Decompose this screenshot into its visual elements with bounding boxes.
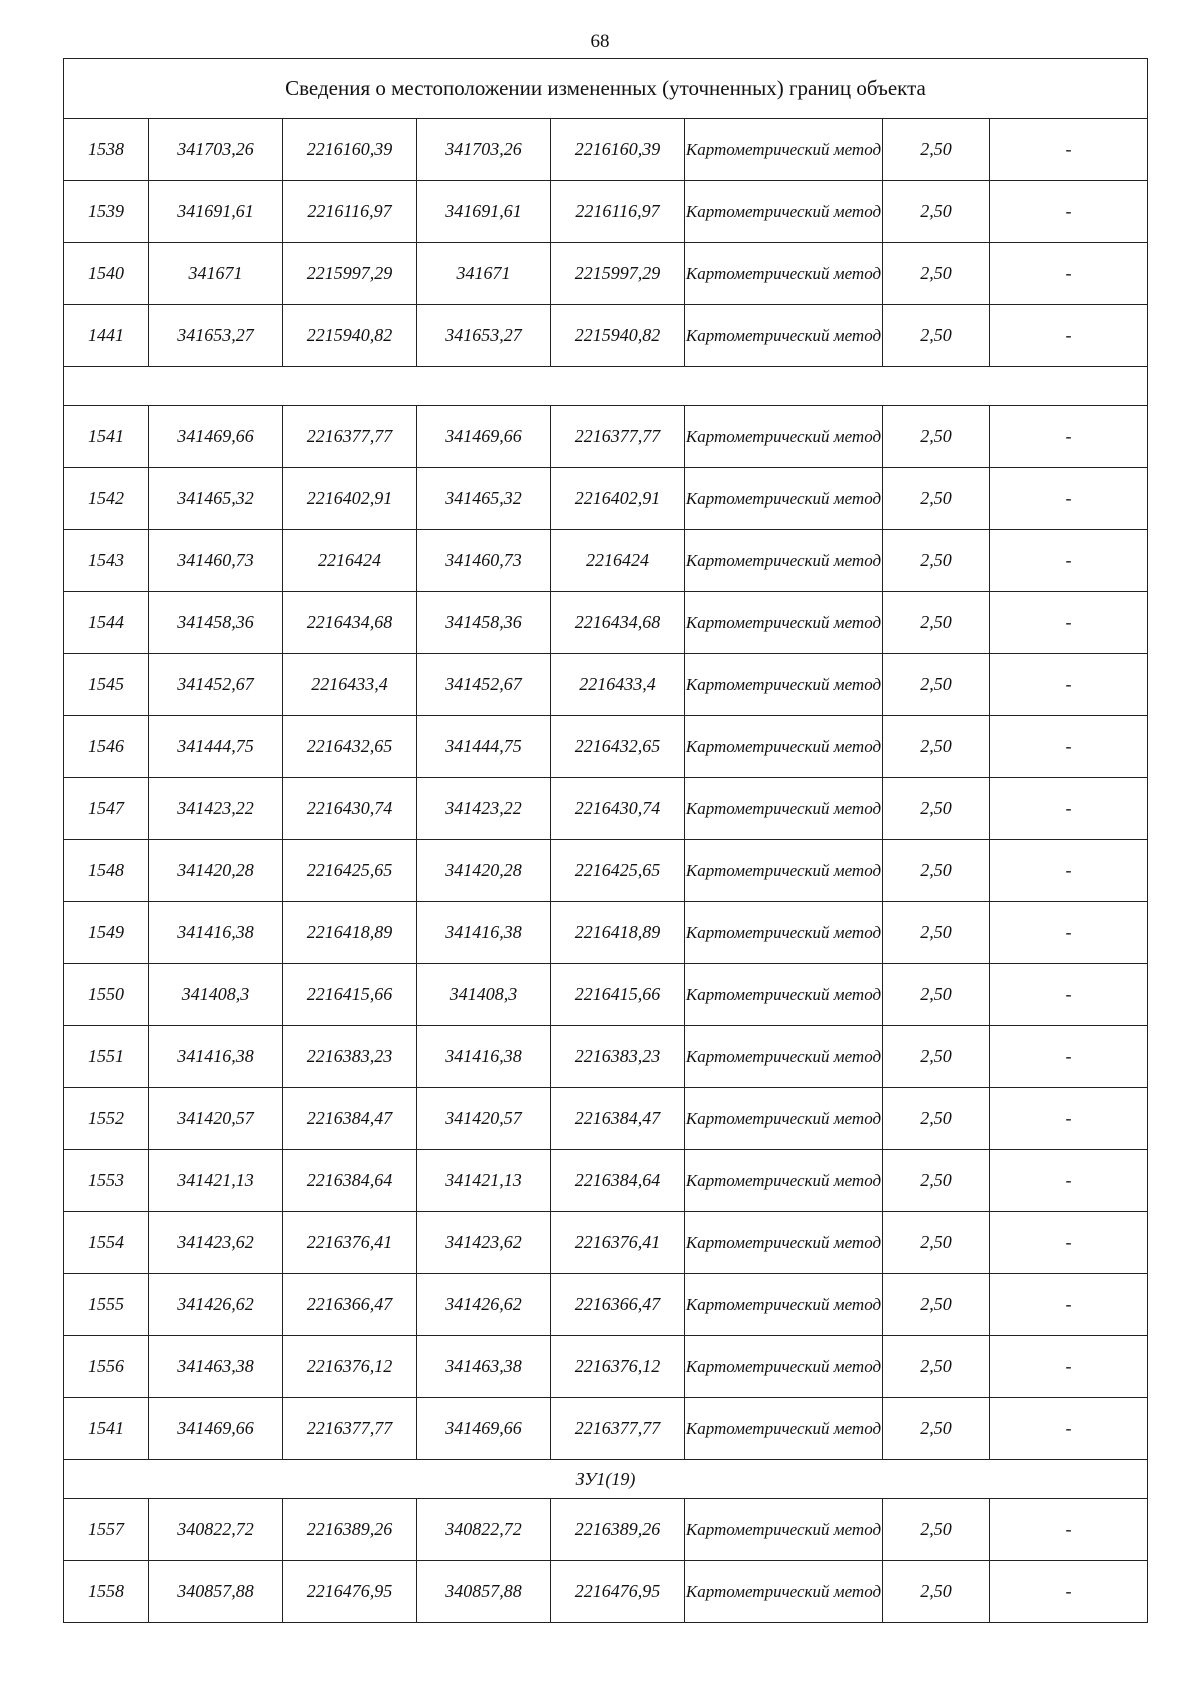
note-cell: - [990,716,1148,778]
table-title: Сведения о местоположении измененных (уточненных) границ объекта [64,59,1148,119]
accuracy-cell: 2,50 [883,1499,990,1561]
new-y-cell: 2216384,47 [551,1088,685,1150]
table-row [64,1026,1148,1088]
new-x-cell: 341458,36 [417,592,551,654]
existing-x-cell: 340857,88 [149,1561,283,1623]
existing-x-cell: 341703,26 [149,119,283,181]
point-number-cell: 1542 [64,468,149,530]
new-x-cell: 341703,26 [417,119,551,181]
new-y-cell: 2216402,91 [551,468,685,530]
existing-x-cell: 341469,66 [149,1398,283,1460]
new-x-cell: 341671 [417,243,551,305]
existing-y-cell: 2216424 [283,530,417,592]
new-x-cell: 341653,27 [417,305,551,367]
existing-x-cell: 341671 [149,243,283,305]
new-y-cell: 2216434,68 [551,592,685,654]
method-cell: Картометрический метод [685,778,883,840]
existing-y-cell: 2216384,47 [283,1088,417,1150]
note-cell: - [990,119,1148,181]
new-y-cell: 2216376,41 [551,1212,685,1274]
existing-y-cell: 2216376,12 [283,1336,417,1398]
existing-y-cell: 2216160,39 [283,119,417,181]
existing-y-cell: 2216366,47 [283,1274,417,1336]
existing-y-cell: 2216415,66 [283,964,417,1026]
note-cell: - [990,406,1148,468]
point-number-cell: 1554 [64,1212,149,1274]
accuracy-cell: 2,50 [883,181,990,243]
note-cell: - [990,1150,1148,1212]
existing-y-cell: 2215940,82 [283,305,417,367]
existing-x-cell: 341444,75 [149,716,283,778]
existing-y-cell: 2216389,26 [283,1499,417,1561]
new-x-cell: 341421,13 [417,1150,551,1212]
point-number-cell: 1541 [64,406,149,468]
table-row [64,840,1148,902]
table-row [64,119,1148,181]
new-y-cell: 2216376,12 [551,1336,685,1398]
existing-y-cell: 2216433,4 [283,654,417,716]
accuracy-cell: 2,50 [883,840,990,902]
point-number-cell: 1546 [64,716,149,778]
accuracy-cell: 2,50 [883,119,990,181]
point-number-cell: 1545 [64,654,149,716]
accuracy-cell: 2,50 [883,1212,990,1274]
method-cell: Картометрический метод [685,902,883,964]
table-body [64,59,1148,1623]
accuracy-cell: 2,50 [883,530,990,592]
existing-y-cell: 2216432,65 [283,716,417,778]
method-cell: Картометрический метод [685,654,883,716]
accuracy-cell: 2,50 [883,305,990,367]
existing-x-cell: 341452,67 [149,654,283,716]
point-number-cell: 1543 [64,530,149,592]
accuracy-cell: 2,50 [883,1398,990,1460]
table-row [64,406,1148,468]
existing-y-cell: 2216418,89 [283,902,417,964]
accuracy-cell: 2,50 [883,964,990,1026]
method-cell: Картометрический метод [685,1336,883,1398]
accuracy-cell: 2,50 [883,1088,990,1150]
accuracy-cell: 2,50 [883,1561,990,1623]
new-x-cell: 340857,88 [417,1561,551,1623]
new-x-cell: 341469,66 [417,406,551,468]
point-number-cell: 1558 [64,1561,149,1623]
existing-y-cell: 2216430,74 [283,778,417,840]
table-row [64,1088,1148,1150]
note-cell: - [990,1336,1148,1398]
method-cell: Картометрический метод [685,530,883,592]
existing-x-cell: 341460,73 [149,530,283,592]
new-x-cell: 341460,73 [417,530,551,592]
method-cell: Картометрический метод [685,1212,883,1274]
new-x-cell: 341691,61 [417,181,551,243]
table-row [64,1212,1148,1274]
method-cell: Картометрический метод [685,305,883,367]
boundary-coordinates-table [63,58,1148,1623]
table-row [64,243,1148,305]
accuracy-cell: 2,50 [883,1336,990,1398]
accuracy-cell: 2,50 [883,592,990,654]
existing-y-cell: 2216383,23 [283,1026,417,1088]
accuracy-cell: 2,50 [883,406,990,468]
new-y-cell: 2216418,89 [551,902,685,964]
table-row [64,1336,1148,1398]
point-number-cell: 1557 [64,1499,149,1561]
section-label [64,367,1148,406]
accuracy-cell: 2,50 [883,778,990,840]
note-cell: - [990,530,1148,592]
table-row [64,654,1148,716]
existing-x-cell: 340822,72 [149,1499,283,1561]
existing-y-cell: 2216402,91 [283,468,417,530]
new-y-cell: 2216389,26 [551,1499,685,1561]
method-cell: Картометрический метод [685,406,883,468]
accuracy-cell: 2,50 [883,1026,990,1088]
point-number-cell: 1441 [64,305,149,367]
note-cell: - [990,1499,1148,1561]
table-title-row [64,59,1148,119]
existing-x-cell: 341691,61 [149,181,283,243]
existing-x-cell: 341465,32 [149,468,283,530]
point-number-cell: 1539 [64,181,149,243]
table-row [64,1150,1148,1212]
existing-x-cell: 341408,3 [149,964,283,1026]
method-cell: Картометрический метод [685,1088,883,1150]
existing-y-cell: 2216384,64 [283,1150,417,1212]
section-label-row [64,1460,1148,1499]
accuracy-cell: 2,50 [883,902,990,964]
note-cell: - [990,305,1148,367]
new-x-cell: 341444,75 [417,716,551,778]
table-row [64,1398,1148,1460]
point-number-cell: 1540 [64,243,149,305]
existing-y-cell: 2216434,68 [283,592,417,654]
point-number-cell: 1552 [64,1088,149,1150]
method-cell: Картометрический метод [685,468,883,530]
existing-x-cell: 341416,38 [149,1026,283,1088]
note-cell: - [990,468,1148,530]
note-cell: - [990,1212,1148,1274]
section-label-row [64,367,1148,406]
page-number: 68 [590,31,610,52]
new-y-cell: 2215940,82 [551,305,685,367]
point-number-cell: 1544 [64,592,149,654]
existing-x-cell: 341458,36 [149,592,283,654]
method-cell: Картометрический метод [685,964,883,1026]
new-y-cell: 2215997,29 [551,243,685,305]
existing-y-cell: 2215997,29 [283,243,417,305]
method-cell: Картометрический метод [685,181,883,243]
new-x-cell: 341416,38 [417,1026,551,1088]
method-cell: Картометрический метод [685,1274,883,1336]
existing-x-cell: 341421,13 [149,1150,283,1212]
point-number-cell: 1547 [64,778,149,840]
existing-y-cell: 2216116,97 [283,181,417,243]
table-row [64,778,1148,840]
existing-y-cell: 2216476,95 [283,1561,417,1623]
accuracy-cell: 2,50 [883,716,990,778]
point-number-cell: 1556 [64,1336,149,1398]
new-y-cell: 2216377,77 [551,1398,685,1460]
table-row [64,902,1148,964]
new-y-cell: 2216415,66 [551,964,685,1026]
note-cell: - [990,1274,1148,1336]
existing-x-cell: 341416,38 [149,902,283,964]
point-number-cell: 1553 [64,1150,149,1212]
new-y-cell: 2216476,95 [551,1561,685,1623]
point-number-cell: 1551 [64,1026,149,1088]
new-x-cell: 341465,32 [417,468,551,530]
new-y-cell: 2216424 [551,530,685,592]
table-row [64,964,1148,1026]
accuracy-cell: 2,50 [883,243,990,305]
new-y-cell: 2216430,74 [551,778,685,840]
method-cell: Картометрический метод [685,1499,883,1561]
method-cell: Картометрический метод [685,1026,883,1088]
existing-x-cell: 341423,22 [149,778,283,840]
new-y-cell: 2216160,39 [551,119,685,181]
new-x-cell: 341463,38 [417,1336,551,1398]
new-x-cell: 340822,72 [417,1499,551,1561]
new-x-cell: 341423,22 [417,778,551,840]
existing-x-cell: 341426,62 [149,1274,283,1336]
new-x-cell: 341416,38 [417,902,551,964]
new-y-cell: 2216433,4 [551,654,685,716]
existing-y-cell: 2216425,65 [283,840,417,902]
existing-x-cell: 341420,57 [149,1088,283,1150]
section-label: ЗУ1(19) [64,1460,1148,1499]
point-number-cell: 1550 [64,964,149,1026]
note-cell: - [990,964,1148,1026]
new-x-cell: 341423,62 [417,1212,551,1274]
note-cell: - [990,1561,1148,1623]
table-row [64,181,1148,243]
point-number-cell: 1549 [64,902,149,964]
table-row [64,1274,1148,1336]
new-y-cell: 2216384,64 [551,1150,685,1212]
new-x-cell: 341420,57 [417,1088,551,1150]
note-cell: - [990,654,1148,716]
new-y-cell: 2216432,65 [551,716,685,778]
method-cell: Картометрический метод [685,1561,883,1623]
new-x-cell: 341420,28 [417,840,551,902]
accuracy-cell: 2,50 [883,468,990,530]
note-cell: - [990,1088,1148,1150]
new-y-cell: 2216116,97 [551,181,685,243]
existing-x-cell: 341469,66 [149,406,283,468]
table-row [64,305,1148,367]
method-cell: Картометрический метод [685,592,883,654]
existing-y-cell: 2216376,41 [283,1212,417,1274]
new-x-cell: 341426,62 [417,1274,551,1336]
method-cell: Картометрический метод [685,243,883,305]
note-cell: - [990,902,1148,964]
note-cell: - [990,243,1148,305]
new-y-cell: 2216377,77 [551,406,685,468]
method-cell: Картометрический метод [685,1150,883,1212]
table-row [64,530,1148,592]
point-number-cell: 1555 [64,1274,149,1336]
existing-y-cell: 2216377,77 [283,406,417,468]
accuracy-cell: 2,50 [883,1274,990,1336]
method-cell: Картометрический метод [685,1398,883,1460]
table-row [64,1561,1148,1623]
table-row [64,468,1148,530]
existing-y-cell: 2216377,77 [283,1398,417,1460]
point-number-cell: 1538 [64,119,149,181]
note-cell: - [990,1026,1148,1088]
method-cell: Картометрический метод [685,119,883,181]
new-y-cell: 2216366,47 [551,1274,685,1336]
existing-x-cell: 341463,38 [149,1336,283,1398]
new-x-cell: 341469,66 [417,1398,551,1460]
note-cell: - [990,592,1148,654]
point-number-cell: 1548 [64,840,149,902]
new-y-cell: 2216425,65 [551,840,685,902]
method-cell: Картометрический метод [685,716,883,778]
new-x-cell: 341408,3 [417,964,551,1026]
new-x-cell: 341452,67 [417,654,551,716]
existing-x-cell: 341423,62 [149,1212,283,1274]
point-number-cell: 1541 [64,1398,149,1460]
existing-x-cell: 341420,28 [149,840,283,902]
accuracy-cell: 2,50 [883,1150,990,1212]
accuracy-cell: 2,50 [883,654,990,716]
new-y-cell: 2216383,23 [551,1026,685,1088]
table-row [64,592,1148,654]
table-row [64,1499,1148,1561]
note-cell: - [990,181,1148,243]
note-cell: - [990,1398,1148,1460]
method-cell: Картометрический метод [685,840,883,902]
table-row [64,716,1148,778]
note-cell: - [990,840,1148,902]
existing-x-cell: 341653,27 [149,305,283,367]
note-cell: - [990,778,1148,840]
